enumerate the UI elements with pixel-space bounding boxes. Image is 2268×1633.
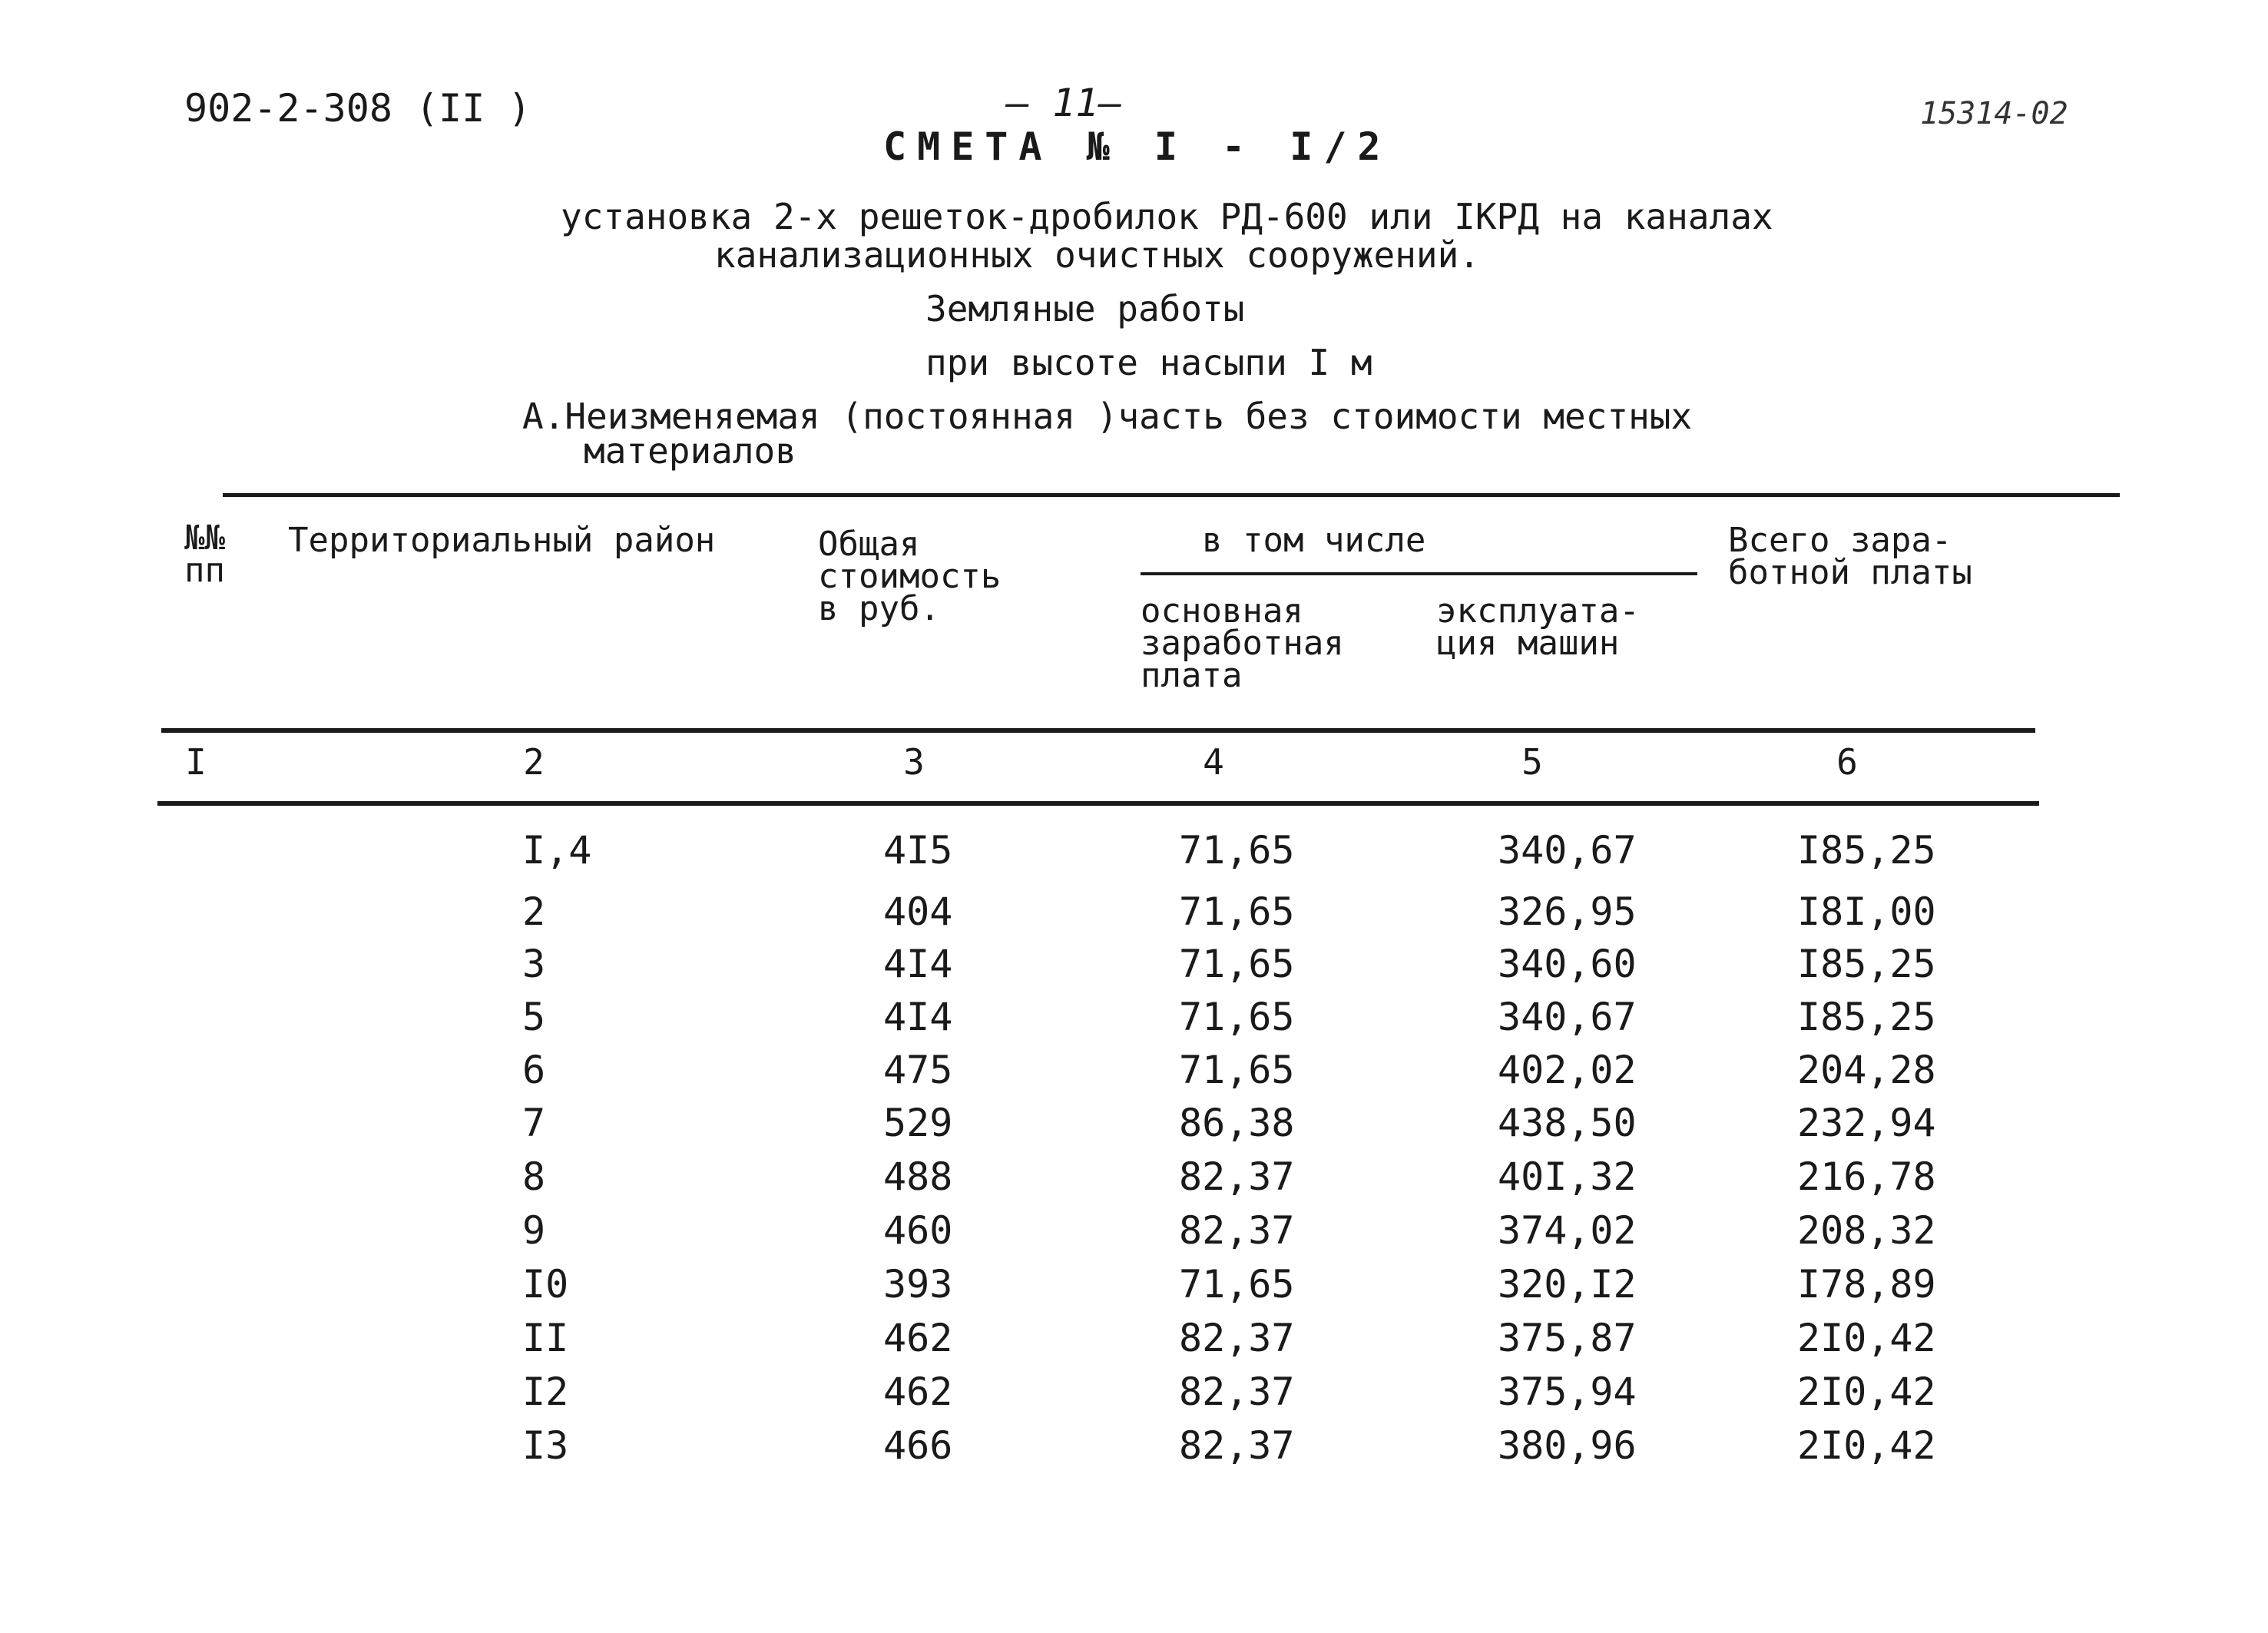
- cell-total: 393: [883, 1262, 953, 1307]
- column-number: 5: [1521, 741, 1543, 783]
- cell-salary: 71,65: [1179, 995, 1295, 1039]
- header-total-line: стоимость: [818, 557, 1002, 596]
- header-nn-line: пп: [184, 551, 225, 590]
- cell-salary: 71,65: [1179, 1262, 1295, 1307]
- column-number: 4: [1203, 741, 1224, 783]
- cell-region: 5: [522, 995, 546, 1039]
- cell-total: 462: [883, 1316, 953, 1360]
- cell-region: 8: [522, 1154, 546, 1199]
- cell-all-salary: I85,25: [1797, 828, 1936, 873]
- table-top-rule: [223, 493, 2120, 497]
- cell-all-salary: 2I0,42: [1797, 1370, 1936, 1414]
- cell-total: 488: [883, 1154, 953, 1199]
- header-salary-line: заработная: [1141, 624, 1344, 663]
- cell-region: II: [522, 1316, 569, 1360]
- header-total-line: Общая: [818, 525, 920, 564]
- header-nn-line: №№: [184, 518, 225, 558]
- header-including: в том числе: [1202, 521, 1426, 560]
- cell-salary: 82,37: [1179, 1208, 1295, 1253]
- document-code: 902-2-308 (II ): [184, 86, 531, 131]
- cell-total: 4I5: [883, 828, 953, 873]
- cell-all-salary: I8I,00: [1797, 889, 1936, 934]
- cell-salary: 82,37: [1179, 1370, 1295, 1414]
- header-salary-line: основная: [1141, 591, 1303, 631]
- cell-all-salary: 204,28: [1797, 1048, 1936, 1092]
- cell-salary: 71,65: [1179, 1048, 1295, 1092]
- cell-salary: 71,65: [1179, 889, 1295, 934]
- subtitle-line-1: установка 2-х решеток-дробилок РД-600 или IКРД на каналах: [561, 196, 1773, 237]
- cell-total: 4I4: [883, 942, 953, 986]
- column-number: 3: [903, 741, 925, 783]
- header-total-line: в руб.: [818, 589, 940, 628]
- cell-machines: 40I,32: [1498, 1154, 1637, 1199]
- subtitle-line-2: канализационных очистных сооружений.: [714, 234, 1480, 276]
- header-bottom-rule: [161, 728, 2035, 733]
- cell-all-salary: I85,25: [1797, 942, 1936, 986]
- cell-machines: 375,94: [1498, 1370, 1637, 1414]
- subtitle-line-3: Земляные работы: [925, 288, 1245, 330]
- cell-all-salary: 216,78: [1797, 1154, 1936, 1199]
- cell-salary: 71,65: [1179, 828, 1295, 873]
- cell-total: 404: [883, 889, 953, 934]
- including-underline: [1141, 572, 1697, 575]
- cell-salary: 82,37: [1179, 1316, 1295, 1360]
- cell-region: I3: [522, 1423, 569, 1468]
- cell-all-salary: I78,89: [1797, 1262, 1936, 1307]
- cell-region: I2: [522, 1370, 569, 1414]
- cell-total: 475: [883, 1048, 953, 1092]
- cell-all-salary: 2I0,42: [1797, 1316, 1936, 1360]
- document-title: СМЕТА № I - I/2: [883, 124, 1392, 169]
- cell-machines: 375,87: [1498, 1316, 1637, 1360]
- cell-region: 6: [522, 1048, 546, 1092]
- cell-salary: 71,65: [1179, 942, 1295, 986]
- cell-total: 4I4: [883, 995, 953, 1039]
- header-nn: [184, 518, 225, 590]
- subtitle-line-4: при высоте насыпи I м: [925, 342, 1372, 383]
- cell-machines: 320,I2: [1498, 1262, 1637, 1307]
- header-base-salary: [1141, 591, 1344, 695]
- column-number: 6: [1836, 741, 1858, 783]
- header-region: Территориальный район: [288, 521, 716, 560]
- column-number: 2: [523, 741, 545, 783]
- subtitle-line-5: А.Неизменяемая (постоянная )часть без стоимости местных: [522, 396, 1693, 437]
- cell-salary: 82,37: [1179, 1423, 1295, 1468]
- cell-machines: 438,50: [1498, 1101, 1637, 1145]
- cell-all-salary: 2I0,42: [1797, 1423, 1936, 1468]
- cell-machines: 340,67: [1498, 995, 1637, 1039]
- subtitle-line-6: материалов: [584, 430, 796, 472]
- header-total-cost: [818, 525, 1002, 628]
- cell-total: 460: [883, 1208, 953, 1253]
- header-machines-line: эксплуата-: [1436, 591, 1640, 631]
- cell-region: 3: [522, 942, 546, 986]
- header-total-salary: [1728, 521, 1972, 592]
- cell-region: I,4: [522, 828, 592, 873]
- cell-machines: 380,96: [1498, 1423, 1637, 1468]
- cell-salary: 86,38: [1179, 1101, 1295, 1145]
- cell-all-salary: I85,25: [1797, 995, 1936, 1039]
- column-numbers-bottom-rule: [157, 801, 2039, 806]
- cell-region: 7: [522, 1101, 546, 1145]
- cell-all-salary: 208,32: [1797, 1208, 1936, 1253]
- cell-region: I0: [522, 1262, 569, 1307]
- cell-total: 462: [883, 1370, 953, 1414]
- header-machines-line: ция машин: [1436, 624, 1620, 663]
- cell-machines: 340,67: [1498, 828, 1637, 873]
- header-allsalary-line: Всего зара-: [1728, 521, 1952, 560]
- header-allsalary-line: ботной платы: [1728, 553, 1972, 592]
- column-number: I: [185, 741, 207, 783]
- header-salary-line: плата: [1141, 656, 1243, 695]
- cell-total: 466: [883, 1423, 953, 1468]
- inventory-number: 15314-02: [1920, 96, 2068, 131]
- cell-machines: 340,60: [1498, 942, 1637, 986]
- header-machine-operation: [1436, 591, 1640, 663]
- cell-machines: 374,02: [1498, 1208, 1637, 1253]
- cell-region: 9: [522, 1208, 546, 1253]
- cell-machines: 326,95: [1498, 889, 1637, 934]
- cell-machines: 402,02: [1498, 1048, 1637, 1092]
- cell-all-salary: 232,94: [1797, 1101, 1936, 1145]
- cell-salary: 82,37: [1179, 1154, 1295, 1199]
- cell-region: 2: [522, 889, 546, 934]
- page-number: – 11–: [1006, 81, 1122, 125]
- cell-total: 529: [883, 1101, 953, 1145]
